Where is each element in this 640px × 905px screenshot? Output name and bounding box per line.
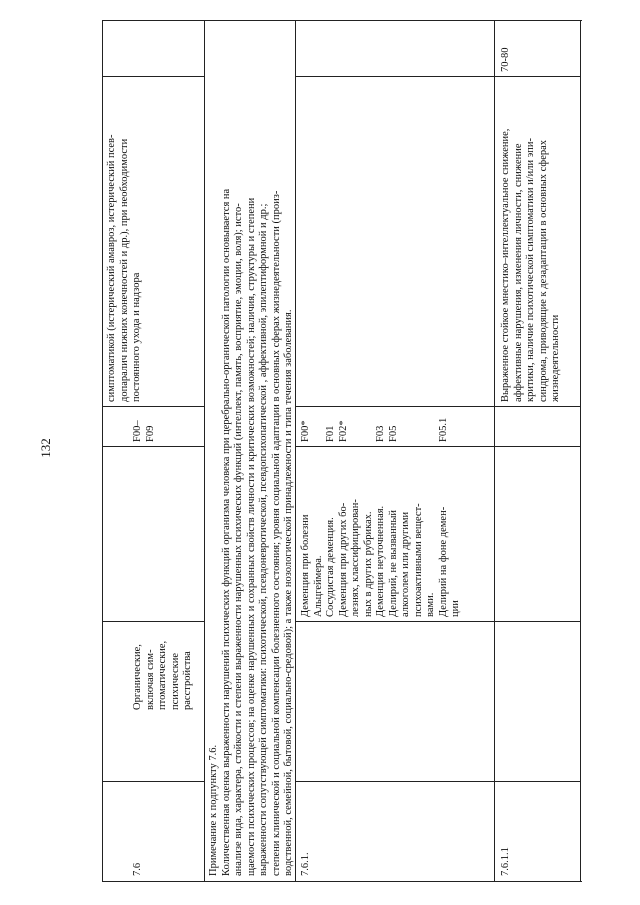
- row-7-6-criteria-line: симптоматикой (истерический амавроз, истерический псев-: [106, 134, 117, 402]
- row-7-6-name-line: Органические,: [132, 644, 143, 710]
- diagnosis-code: F03: [375, 425, 386, 442]
- diagnosis-code: F05.1: [437, 417, 449, 442]
- note-block: [208, 26, 296, 876]
- row-7-6-criteria: [106, 82, 144, 402]
- col-sep-name-b: [295, 621, 581, 622]
- diagnosis-code: F00*: [300, 420, 311, 442]
- diagnosis-code: F02*: [337, 420, 349, 442]
- table-border-right: [102, 20, 582, 21]
- diagnosis-line: вами.: [425, 592, 436, 617]
- row-7-6-code-line: F00–: [132, 420, 143, 442]
- col-sep-number: [102, 781, 204, 782]
- row-7-6-1-1-criteria: [500, 82, 563, 402]
- diagnosis-line: ных в других рубриках.: [362, 511, 374, 617]
- diagnosis-line: Деменция при болезни: [300, 514, 311, 617]
- row-7-6-1-1-percent: 70-80: [500, 47, 511, 72]
- row-7-6-1-1-number: 7.6.1.1: [500, 847, 511, 876]
- page-number: 132: [38, 438, 53, 458]
- row-7-6-name-line: птоматические,: [157, 640, 168, 710]
- col-sep-diag: [102, 446, 204, 447]
- col-sep-number-b: [295, 781, 581, 782]
- diagnosis-item: [325, 452, 338, 617]
- col-sep-name: [102, 621, 204, 622]
- note-line: щаемости психических процессов; на оценке нарушенных и сохранных свойств личности и критических возможностей; наличия, структуры и степени: [245, 197, 257, 876]
- diagnosis-line: Деменция неуточненная.: [375, 505, 386, 617]
- diagnosis-line: лезнях, классифицирован-: [350, 499, 361, 617]
- row-7-6-name-line: включая сим-: [144, 649, 156, 710]
- diagnosis-item: [300, 452, 325, 617]
- diagnosis-item: [438, 452, 463, 617]
- diagnosis-line: Деменция при других бо-: [337, 502, 349, 617]
- diagnosis-item: [375, 452, 388, 617]
- row-7-6-1-diagnoses: [300, 452, 463, 617]
- row-7-6-1-number: 7.6.1.: [300, 852, 311, 876]
- diagnosis-line: алкоголем или другими: [400, 511, 411, 617]
- col-sep-code: [102, 406, 204, 407]
- row-7-6-codes: [132, 408, 157, 442]
- row-7-6-name-line: расстройства: [182, 651, 193, 710]
- diagnosis-item: [388, 452, 438, 617]
- diagnosis-code: F01: [325, 425, 336, 442]
- note-line: степени клинической и социальной компенсации болезненного состояния; уровня социальной адаптации в основных сферах жизнедеятельности (произ-: [270, 190, 282, 876]
- row-7-6-1-1-criteria-line: Выраженное стойкое мнестико–интеллектуальное снижение,: [500, 128, 511, 402]
- diagnosis-item: [338, 452, 376, 617]
- row-7-6-name: [132, 630, 195, 710]
- table-border-top: [102, 20, 103, 882]
- col-sep-criteria: [102, 76, 204, 77]
- col-sep-code-b: [295, 406, 581, 407]
- col-sep-criteria-b: [295, 76, 581, 77]
- table-border-bottom: [580, 20, 581, 882]
- row-7-6-1-1-criteria-line: синдрома, приводящие к дезадаптации в основных сферах: [537, 139, 549, 402]
- diagnosis-line: Делирий на фоне демен-: [437, 506, 449, 617]
- row-separator-3: [494, 20, 495, 882]
- diagnosis-code: F05: [387, 425, 399, 442]
- diagnosis-line: ции: [450, 600, 461, 617]
- diagnosis-line: Альцгеймера.: [312, 555, 324, 617]
- diagnosis-line: психоактивными вещест-: [412, 503, 424, 617]
- note-line: водственной, семейной, бытовой, социально-средовой); а также нозологической принадлежности и типа течения заболевания.: [283, 309, 294, 876]
- table-border-left: [102, 881, 582, 882]
- table-canvas: [102, 20, 582, 882]
- note-line: Количественная оценка выраженности нарушений психических функций организма человека при церебрально-органической патологии основывается на: [220, 188, 232, 876]
- diagnosis-line: Делирий, не вызванный: [387, 509, 399, 617]
- row-7-6-1-1-criteria-line: критики, наличие психотической симптоматики и/или эпи-: [525, 138, 536, 402]
- row-7-6-criteria-line: допаралич нижних конечностей и др.), при необходимости: [118, 138, 130, 402]
- note-line: выраженности сопутствующей симптоматики: психотической, псевдоневротической, псевдопсихопатической , аффективной, эпилептиформной и др.;: [258, 203, 269, 876]
- row-7-6-1-1-criteria-line: жизнедеятельности: [550, 314, 561, 402]
- row-7-6-criteria-line: постоянного ухода и надзора: [131, 272, 142, 402]
- col-sep-diag-b: [295, 446, 581, 447]
- row-7-6-number: 7.6: [132, 862, 143, 876]
- diagnosis-line: Сосудистая деменция.: [325, 517, 336, 617]
- row-7-6-code-line: F09: [144, 425, 156, 442]
- row-7-6-1-codes: [300, 408, 450, 442]
- row-7-6-name-line: психические: [169, 652, 181, 710]
- note-line: анализе вида, характера, стойкости и степени выраженности нарушенных психических функций (интеллект, память, восприятие, эмоции, воля); исто-: [233, 203, 244, 876]
- rotated-table-region: [102, 20, 640, 902]
- row-7-6-1-1-criteria-line: аффективные нарушения, изменения личности, снижение: [512, 143, 524, 402]
- note-title: Примечание к подпункту 7.6.: [208, 744, 219, 876]
- row-separator-1: [204, 20, 205, 882]
